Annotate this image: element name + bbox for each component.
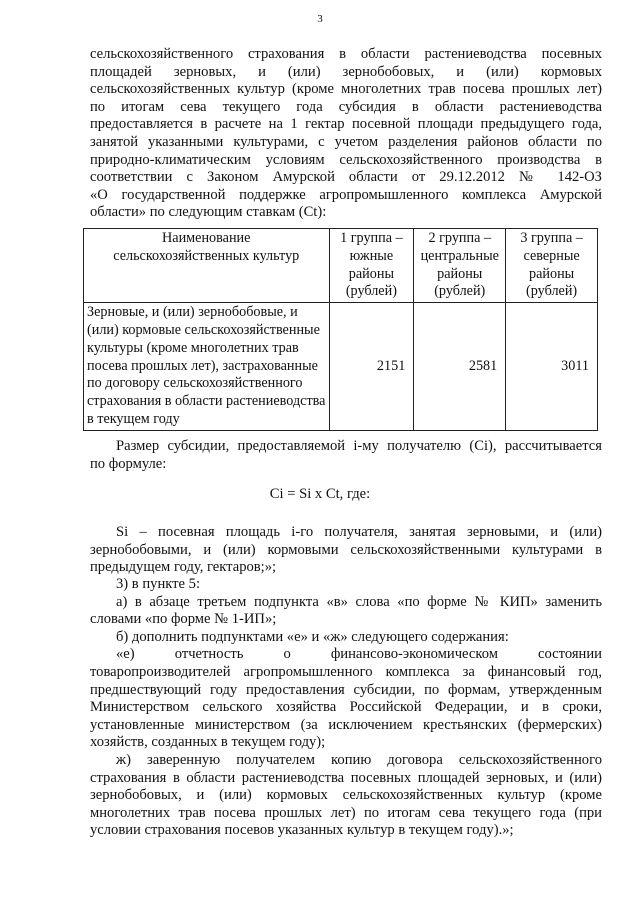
item-zh-line: условии страхования посевов указанных культур в текущем году).»;	[90, 822, 514, 839]
item-e-line: Министерством сельского хозяйства Российской Федерации, и в сроки,	[90, 699, 602, 716]
paragraph-line: предыдущем году, гектаров;»;	[90, 559, 277, 576]
intro-line: по итогам сева текущего года субсидия в области растениеводства	[90, 98, 602, 115]
intro-line: области» по следующим ставкам (Ct):	[90, 204, 327, 221]
item-e-line: «е) отчетность о финансово-экономическом состоянии	[116, 646, 602, 663]
si-definition	[90, 524, 602, 577]
header-crop-name: Наименование сельскохозяйственных культур	[84, 229, 330, 303]
item-e-line: предшествующий году предоставления субсидии, по формам, утвержденным	[90, 681, 602, 698]
subsidy-size-paragraph	[90, 438, 602, 473]
table-row	[84, 303, 598, 431]
intro-line: площадей зерновых, и (или) зернобобовых, и (или) кормовых	[90, 63, 602, 80]
item-b: б) дополнить подпунктами «е» и «ж» следующего содержания:	[116, 628, 509, 645]
formula: Ci = Si x Ct, где:	[269, 486, 371, 502]
paragraph-line: Si – посевная площадь i-го получателя, занятая зерновыми, и (или)	[116, 524, 602, 540]
amendments-list	[90, 576, 602, 840]
intro-line: сельскохозяйственных культур (кроме многолетних трав посева прошлых лет)	[90, 81, 602, 98]
item-3: 3) в пункте 5:	[116, 576, 201, 592]
intro-line: занятой указанными культурами, с учетом разделения районов области по	[90, 133, 602, 150]
header-group-3: 3 группа – северные районы (рублей)	[506, 229, 598, 303]
intro-paragraph	[90, 46, 602, 222]
item-zh-line: страхования в области растениеводства посевных площадей зерновых, и (или)	[90, 769, 602, 786]
paragraph-line: зернобобовыми, и (или) кормовыми сельскохозяйственными культурами в	[90, 541, 602, 558]
intro-line: соответствии с Законом Амурской области от 29.12.2012 № 142-ОЗ	[90, 169, 602, 186]
intro-line: предоставляется в расчете на 1 гектар посевной площади предыдущего года,	[90, 116, 602, 133]
item-zh-line: зернобобовых, и (или) кормовых сельскохозяйственных культур (кроме	[90, 787, 602, 804]
item-zh-line: ж) заверенную получателем копию договора сельскохозяйственного	[116, 751, 602, 768]
header-group-1: 1 группа – южные районы (рублей)	[329, 229, 414, 303]
paragraph-line: по формуле:	[90, 455, 167, 472]
page-number: 3	[317, 13, 323, 25]
row-rate-group-2: 2581	[414, 303, 506, 431]
item-a-line: а) в абзаце третьем подпункта «в» слова «по форме № КИП» заменить	[116, 593, 602, 610]
intro-line: сельскохозяйственного страхования в области растениеводства посевных	[90, 46, 602, 62]
row-rate-group-3: 3011	[506, 303, 598, 431]
table-header-row	[84, 229, 598, 303]
row-rate-group-1: 2151	[329, 303, 414, 431]
item-e-line: хозяйств, созданных в текущем году);	[90, 734, 326, 751]
item-a-line: словами «по форме № 1-ИП»;	[90, 611, 277, 628]
intro-line: «О государственной поддержке агропромышленного комплекса Амурской	[90, 186, 602, 203]
item-e-line: установленные министерством (за исключением крестьянских (фермерских)	[90, 716, 602, 733]
rates-table	[83, 228, 598, 431]
row-crop-name: Зерновые, и (или) зернобобовые, и (или) кормовые сельскохозяйственные культуры (кроме многолетних трав посева прошлых лет), застрахованные по договору сельскохозяйственного страхования в области растениеводства в текущем году	[84, 303, 330, 431]
item-zh-line: многолетних трав посева прошлых лет) по итогам сева текущего года (при	[90, 804, 602, 821]
item-e-line: товаропроизводителей агропромышленного комплекса за финансовый год,	[90, 663, 602, 680]
paragraph-line: Размер субсидии, предоставляемой i-му получателю (Ci), рассчитывается	[116, 438, 602, 454]
intro-line: природно-климатическим условиям сельскохозяйственного производства в	[90, 151, 602, 168]
header-group-2: 2 группа – центральные районы (рублей)	[414, 229, 506, 303]
